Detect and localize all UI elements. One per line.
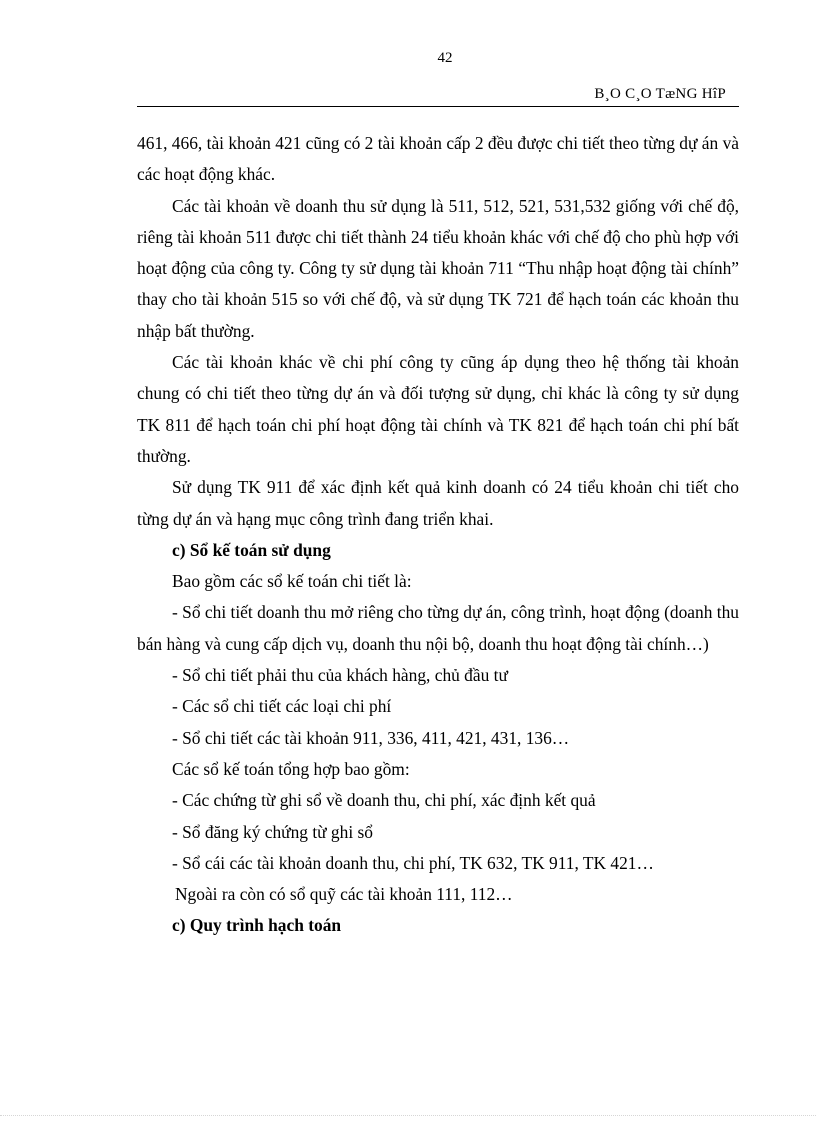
page-number: 42	[437, 50, 453, 66]
paragraph-result-account: Sử dụng TK 911 để xác định kết quả kinh doanh có 24 tiểu khoản chi tiết cho từng dự án và hạng mục công trình đang triển khai.	[137, 477, 739, 529]
list-item-vouchers: - Các chứng từ ghi sổ về doanh thu, chi phí, xác định kết quả	[172, 790, 596, 811]
paragraph-revenue-accounts: Các tài khoản về doanh thu sử dụng là 511, 512, 521, 531,532 giống với chế độ, riêng tài khoản 511 được chi tiết thành 24 tiểu khoản khác với chế độ cho phù hợp với hoạt động của công ty. Công ty sử dụng tài khoản 711 “Thu nhập hoạt động tài chính” thay cho tài khoản 515 so với chế độ, và sử dụng TK 721 để hạch toán các khoản thu nhập bất thường.	[137, 195, 739, 341]
paragraph-cash-books: Ngoài ra còn có sổ quỹ các tài khoản 111, 112…	[175, 884, 513, 905]
list-item-account-ledgers: - Sổ chi tiết các tài khoản 911, 336, 411, 421, 431, 136…	[172, 727, 570, 748]
paragraph-general-ledgers-intro: Các sổ kế toán tổng hợp bao gồm:	[172, 758, 410, 779]
page-bottom-border	[0, 1115, 816, 1116]
list-item-receivables-ledger: - Sổ chi tiết phải thu của khách hàng, chủ đầu tư	[172, 665, 508, 686]
paragraph-continuation: 461, 466, tài khoản 421 cũng có 2 tài khoản cấp 2 đều được chi tiết theo từng dự án và các hoạt động khác.	[137, 133, 739, 185]
list-item-voucher-register: - Sổ đăng ký chứng từ ghi sổ	[172, 821, 373, 842]
header-rule	[137, 106, 739, 107]
list-item-revenue-ledger: - Sổ chi tiết doanh thu mở riêng cho từng dự án, công trình, hoạt động (doanh thu bán hàng và cung cấp dịch vụ, doanh thu nội bộ, doanh thu hoạt động tài chính…)	[137, 602, 739, 654]
list-item-general-ledger: - Sổ cái các tài khoản doanh thu, chi phí, TK 632, TK 911, TK 421…	[172, 852, 654, 873]
list-item-expense-ledgers: - Các sổ chi tiết các loại chi phí	[172, 696, 392, 717]
section-heading-ledgers: c) Sổ kế toán sử dụng	[172, 539, 331, 560]
paragraph-expense-accounts: Các tài khoản khác về chi phí công ty cũng áp dụng theo hệ thống tài khoản chung có chi tiết theo từng dự án và đối tượng sử dụng, chỉ khác là công ty sử dụng TK 811 để hạch toán chi phí hoạt động tài chính và TK 821 để hạch toán chi phí bất thường.	[137, 352, 739, 466]
report-header-title: B¸O C¸O TæNG HîP	[594, 86, 726, 102]
document-body	[137, 128, 739, 942]
section-heading-procedure: c) Quy trình hạch toán	[172, 915, 342, 936]
paragraph-detail-ledgers-intro: Bao gồm các sổ kế toán chi tiết là:	[172, 571, 412, 592]
